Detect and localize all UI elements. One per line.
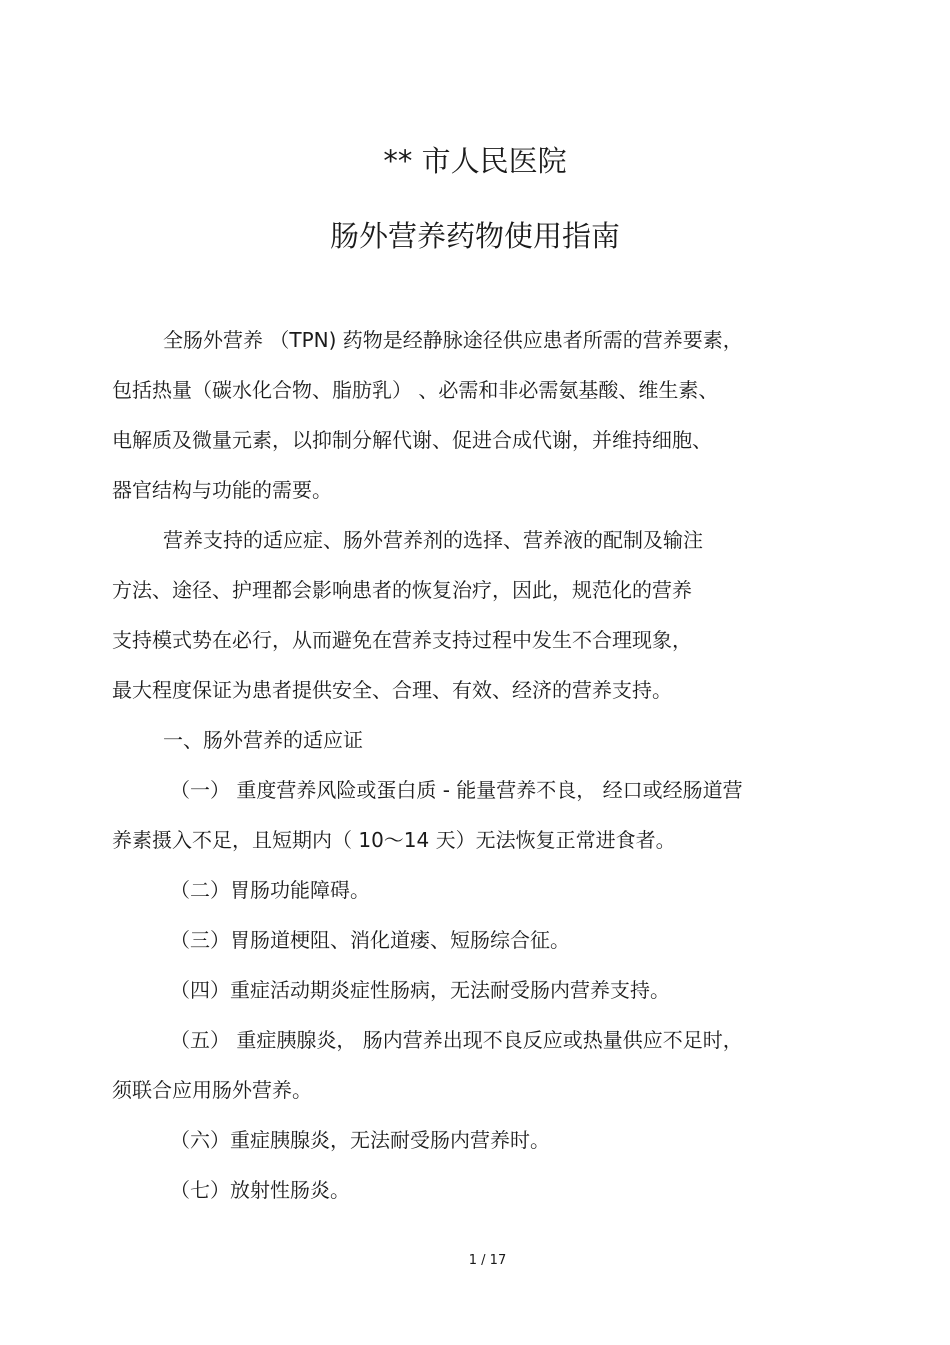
document-title: 肠外营养药物使用指南 bbox=[329, 219, 620, 253]
item4: （四）重症活动期炎症性肠病，无法耐受肠内营养支持。 bbox=[170, 978, 670, 1002]
hospital-title: ** 市人民医院 bbox=[383, 144, 567, 178]
paragraph2-line2: 方法、途径、护理都会影响患者的恢复治疗，因此，规范化的营养 bbox=[112, 578, 692, 602]
paragraph2-line3: 支持模式势在必行，从而避免在营养支持过程中发生不合理现象， bbox=[112, 628, 692, 652]
paragraph2-line1: 营养支持的适应症、肠外营养剂的选择、营养液的配制及输注 bbox=[163, 528, 703, 552]
item6: （六）重症胰腺炎，无法耐受肠内营养时。 bbox=[170, 1128, 550, 1152]
item3: （三）胃肠道梗阻、消化道瘘、短肠综合征。 bbox=[170, 928, 570, 952]
item2: （二）胃肠功能障碍。 bbox=[170, 878, 370, 902]
paragraph1-line3: 电解质及微量元素，以抑制分解代谢、促进合成代谢，并维持细胞、 bbox=[112, 428, 712, 452]
paragraph2-line4: 最大程度保证为患者提供安全、合理、有效、经济的营养支持。 bbox=[112, 678, 672, 702]
page-indicator: 1 / 17 bbox=[468, 1253, 507, 1268]
item5-line1: （五） 重症胰腺炎， 肠内营养出现不良反应或热量供应不足时， bbox=[170, 1028, 743, 1052]
item5-line2: 须联合应用肠外营养。 bbox=[112, 1078, 312, 1102]
item7: （七）放射性肠炎。 bbox=[170, 1178, 350, 1202]
paragraph1-line1: 全肠外营养 （TPN) 药物是经静脉途径供应患者所需的营养要素， bbox=[163, 328, 743, 352]
section1-heading: 一、肠外营养的适应证 bbox=[163, 728, 363, 752]
paragraph1-line2: 包括热量（碳水化合物、脂肪乳） 、必需和非必需氨基酸、维生素、 bbox=[112, 378, 719, 402]
item1-line2: 养素摄入不足，且短期内（ 10～14 天）无法恢复正常进食者。 bbox=[112, 828, 676, 852]
paragraph1-line4: 器官结构与功能的需要。 bbox=[112, 478, 332, 502]
item1-line1: （一） 重度营养风险或蛋白质 - 能量营养不良， 经口或经肠道营 bbox=[170, 778, 743, 802]
